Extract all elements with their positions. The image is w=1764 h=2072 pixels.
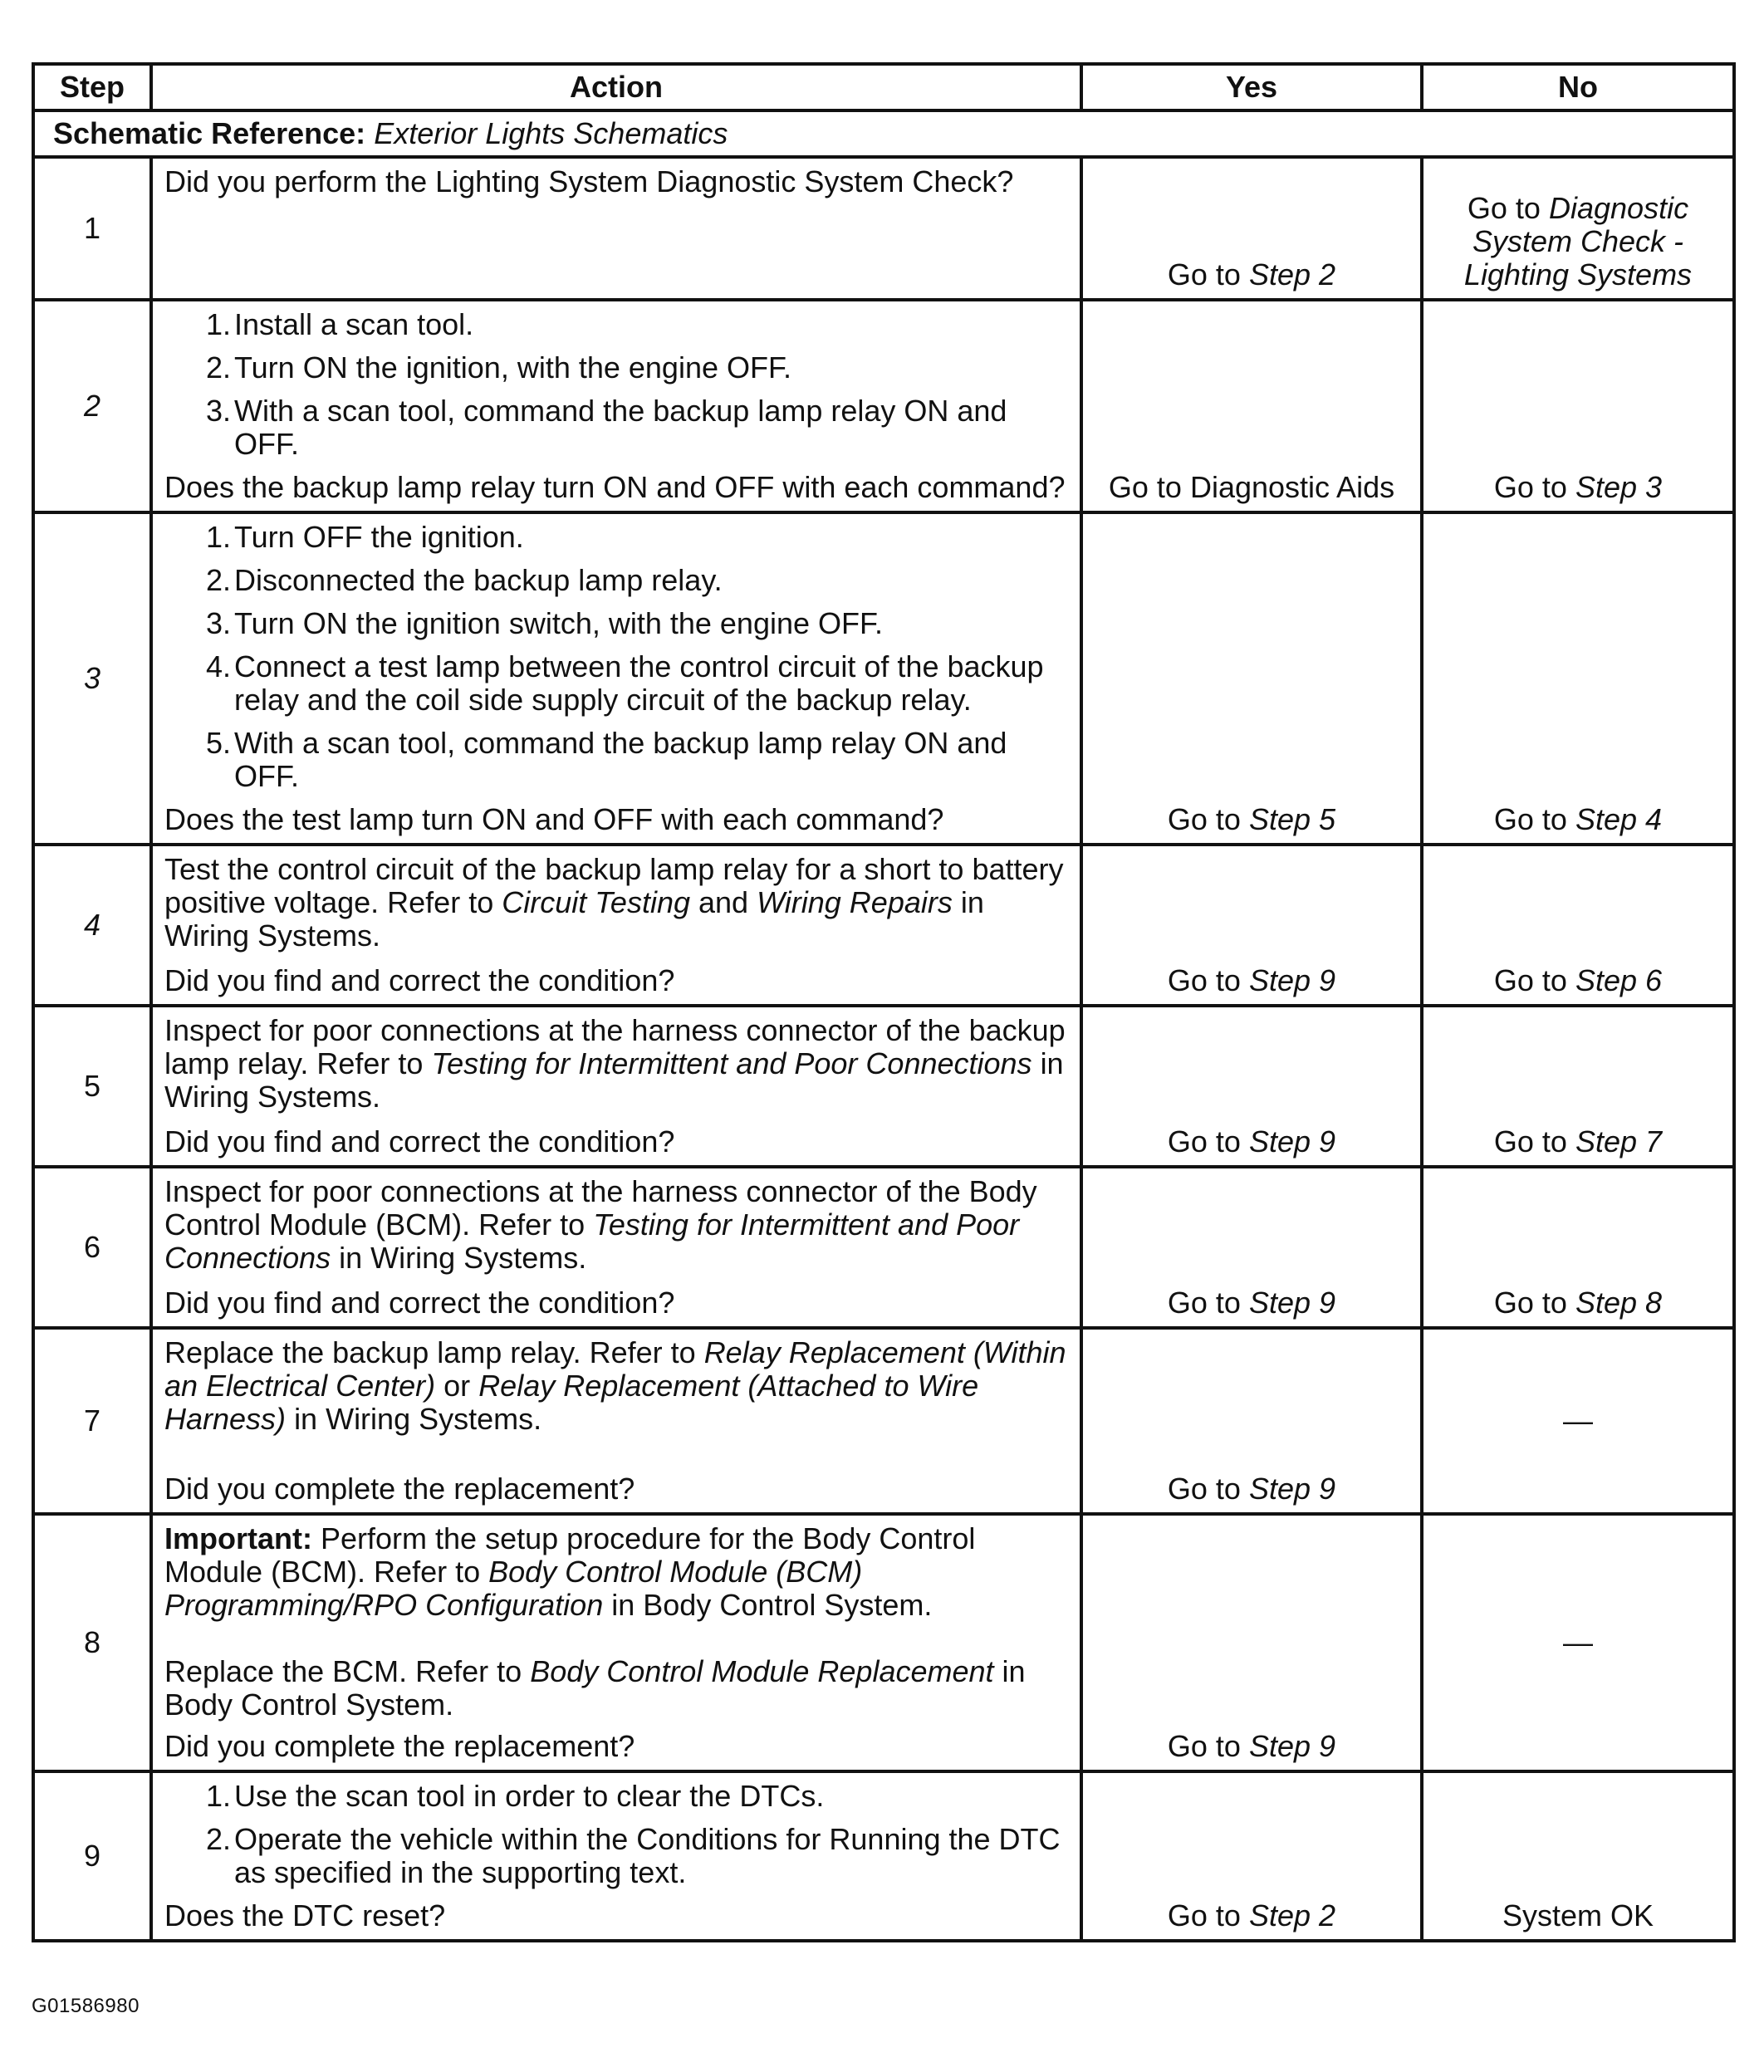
action-list [164, 308, 1068, 461]
action-cell [151, 512, 1081, 845]
header-step: Step [33, 64, 151, 110]
action-text: Replace the BCM. Refer to Body Control Module Replacement in Body Control System. [164, 1654, 1026, 1722]
yes-link[interactable]: Step 2 [1248, 1898, 1336, 1932]
no-prefix: Go to [1493, 1124, 1567, 1158]
no-cell [1422, 300, 1734, 512]
list-item: 1. Install a scan tool. [206, 307, 474, 341]
yes-prefix: Go to [1167, 1286, 1241, 1320]
no-link[interactable]: Diagnostic System Check - Lighting Systems [1463, 191, 1693, 291]
no-cell [1422, 1771, 1734, 1941]
list-item: 3. Turn ON the ignition switch, with the engine OFF. [206, 606, 884, 640]
yes-cell [1081, 1006, 1422, 1167]
table-row [33, 1771, 1734, 1941]
action-list [164, 521, 1068, 793]
action-question: Did you find and correct the condition? [164, 1124, 675, 1158]
yes-prefix: Go to [1167, 1472, 1241, 1506]
action-cell [151, 1328, 1081, 1514]
action-cell [151, 845, 1081, 1006]
yes-link[interactable]: Step 5 [1248, 802, 1336, 836]
yes-cell [1081, 1328, 1422, 1514]
schematic-reference-row [33, 110, 1734, 157]
no-link[interactable]: Step 3 [1575, 470, 1663, 504]
yes-link[interactable]: Step 9 [1248, 1286, 1336, 1320]
no-link[interactable]: Step 4 [1575, 802, 1663, 836]
yes-prefix: Go to [1167, 802, 1241, 836]
step-number: 1 [33, 157, 151, 300]
action-cell [151, 1514, 1081, 1771]
no-prefix: Go to [1493, 470, 1567, 504]
action-question: Did you complete the replacement? [164, 1729, 635, 1763]
no-cell [1422, 1328, 1734, 1514]
yes-prefix: Go to [1167, 1729, 1241, 1763]
step-number: 8 [33, 1514, 151, 1771]
step-number: 2 [33, 300, 151, 512]
action-text: Inspect for poor connections at the harness connector of the backup lamp relay. Refer to Testing for Intermittent and Poor Connections in Wiring Systems. [164, 1013, 1066, 1114]
yes-cell [1081, 1514, 1422, 1771]
action-text: Replace the backup lamp relay. Refer to Relay Replacement (Within an Electrical Center) or Relay Replacement (Attached to Wire Harness) in Wiring Systems. [164, 1335, 1066, 1436]
no-link[interactable]: Step 6 [1575, 963, 1663, 997]
table-row [33, 1328, 1734, 1514]
yes-prefix: Go to [1167, 1898, 1241, 1932]
list-item: 2. Operate the vehicle within the Conditions for Running the DTC as specified in the supporting text. [206, 1822, 1061, 1889]
diagnostic-table-sheet [32, 62, 1732, 1942]
important-label: Important: [164, 1521, 312, 1555]
header-action: Action [151, 64, 1081, 110]
no-link[interactable]: Step 8 [1575, 1286, 1663, 1320]
action-list [164, 1780, 1068, 1889]
step-number: 5 [33, 1006, 151, 1167]
action-text: Inspect for poor connections at the harness connector of the Body Control Module (BCM). Refer to Testing for Intermittent and Poor Connections in Wiring Systems. [164, 1174, 1037, 1275]
doc-link[interactable]: Circuit Testing [502, 885, 690, 919]
yes-prefix: Go to [1167, 257, 1241, 291]
doc-link[interactable]: Body Control Module (BCM) Programming/RPO Configuration [164, 1555, 863, 1622]
action-question: Does the DTC reset? [164, 1898, 446, 1932]
yes-prefix: Go to [1167, 1124, 1241, 1158]
yes-prefix: Go to [1167, 963, 1241, 997]
list-item: 5. With a scan tool, command the backup lamp relay ON and OFF. [206, 726, 1007, 793]
doc-link[interactable]: Testing for Intermittent and Poor Connections [164, 1207, 1020, 1275]
schematic-reference [33, 110, 1734, 157]
action-cell [151, 300, 1081, 512]
header-row [33, 64, 1734, 110]
table-row [33, 1006, 1734, 1167]
step-number: 3 [33, 512, 151, 845]
action-cell [151, 1006, 1081, 1167]
yes-cell [1081, 1167, 1422, 1328]
diagnostic-table [32, 62, 1736, 1942]
table-row [33, 512, 1734, 845]
table-row [33, 845, 1734, 1006]
yes-cell [1081, 300, 1422, 512]
yes-link[interactable]: Step 9 [1248, 1729, 1336, 1763]
action-question: Did you find and correct the condition? [164, 963, 675, 997]
action-text: Did you perform the Lighting System Diagnostic System Check? [164, 164, 1014, 198]
yes-link[interactable]: Step 9 [1248, 963, 1336, 997]
no-cell [1422, 845, 1734, 1006]
action-text: Test the control circuit of the backup lamp relay for a short to battery positive voltage. Refer to Circuit Testing and Wiring Repairs in Wiring Systems. [164, 852, 1064, 953]
figure-id: G01586980 [32, 1995, 140, 2017]
yes-link[interactable]: Go to Diagnostic Aids [1108, 470, 1395, 504]
action-question: Did you complete the replacement? [164, 1472, 635, 1506]
no-link[interactable]: Step 7 [1575, 1124, 1663, 1158]
list-item: 2. Turn ON the ignition, with the engine OFF. [206, 350, 791, 385]
yes-cell [1081, 512, 1422, 845]
table-row [33, 300, 1734, 512]
no-result: System OK [1502, 1898, 1654, 1932]
doc-link[interactable]: Relay Replacement (Within an Electrical Center) [164, 1335, 1066, 1403]
step-number: 4 [33, 845, 151, 1006]
doc-link[interactable]: Wiring Repairs [757, 885, 953, 919]
yes-link[interactable]: Step 9 [1248, 1124, 1336, 1158]
list-item: 1. Turn OFF the ignition. [206, 520, 524, 554]
no-cell [1422, 1006, 1734, 1167]
step-number: 6 [33, 1167, 151, 1328]
yes-cell [1081, 1771, 1422, 1941]
header-no: No [1422, 64, 1734, 110]
no-cell [1422, 157, 1734, 300]
action-question: Does the test lamp turn ON and OFF with each command? [164, 802, 944, 836]
schematic-label: Schematic Reference: [53, 116, 366, 150]
action-cell [151, 157, 1081, 300]
action-cell [151, 1167, 1081, 1328]
doc-link[interactable]: Relay Replacement (Attached to Wire Harness) [164, 1369, 979, 1436]
list-item: 3. With a scan tool, command the backup lamp relay ON and OFF. [206, 394, 1007, 461]
no-prefix: Go to [1467, 191, 1541, 225]
action-text: Important: Perform the setup procedure for the Body Control Module (BCM). Refer to Body Control Module (BCM) Programming/RPO Configuration in Body Control System. [164, 1521, 976, 1622]
step-number: 9 [33, 1771, 151, 1941]
list-item: 1. Use the scan tool in order to clear the DTCs. [206, 1779, 825, 1813]
schematic-link[interactable]: Exterior Lights Schematics [374, 116, 728, 150]
doc-link[interactable]: Body Control Module Replacement [530, 1654, 994, 1688]
list-item: 4. Connect a test lamp between the control circuit of the backup relay and the coil side supply circuit of the backup relay. [206, 649, 1044, 717]
step-number: 7 [33, 1328, 151, 1514]
no-dash: — [1563, 1625, 1593, 1659]
doc-link[interactable]: Testing for Intermittent and Poor Connections [431, 1046, 1032, 1080]
table-row [33, 157, 1734, 300]
no-prefix: Go to [1493, 802, 1567, 836]
yes-cell [1081, 157, 1422, 300]
no-cell [1422, 1167, 1734, 1328]
table-row [33, 1167, 1734, 1328]
action-cell [151, 1771, 1081, 1941]
no-cell [1422, 512, 1734, 845]
action-question: Does the backup lamp relay turn ON and OFF with each command? [164, 470, 1066, 504]
yes-cell [1081, 845, 1422, 1006]
no-dash: — [1563, 1403, 1593, 1438]
yes-link[interactable]: Step 2 [1248, 257, 1336, 291]
table-row [33, 1514, 1734, 1771]
header-yes: Yes [1081, 64, 1422, 110]
no-prefix: Go to [1493, 1286, 1567, 1320]
action-question: Did you find and correct the condition? [164, 1286, 675, 1320]
no-prefix: Go to [1493, 963, 1567, 997]
list-item: 2. Disconnected the backup lamp relay. [206, 563, 723, 597]
no-cell [1422, 1514, 1734, 1771]
yes-link[interactable]: Step 9 [1248, 1472, 1336, 1506]
